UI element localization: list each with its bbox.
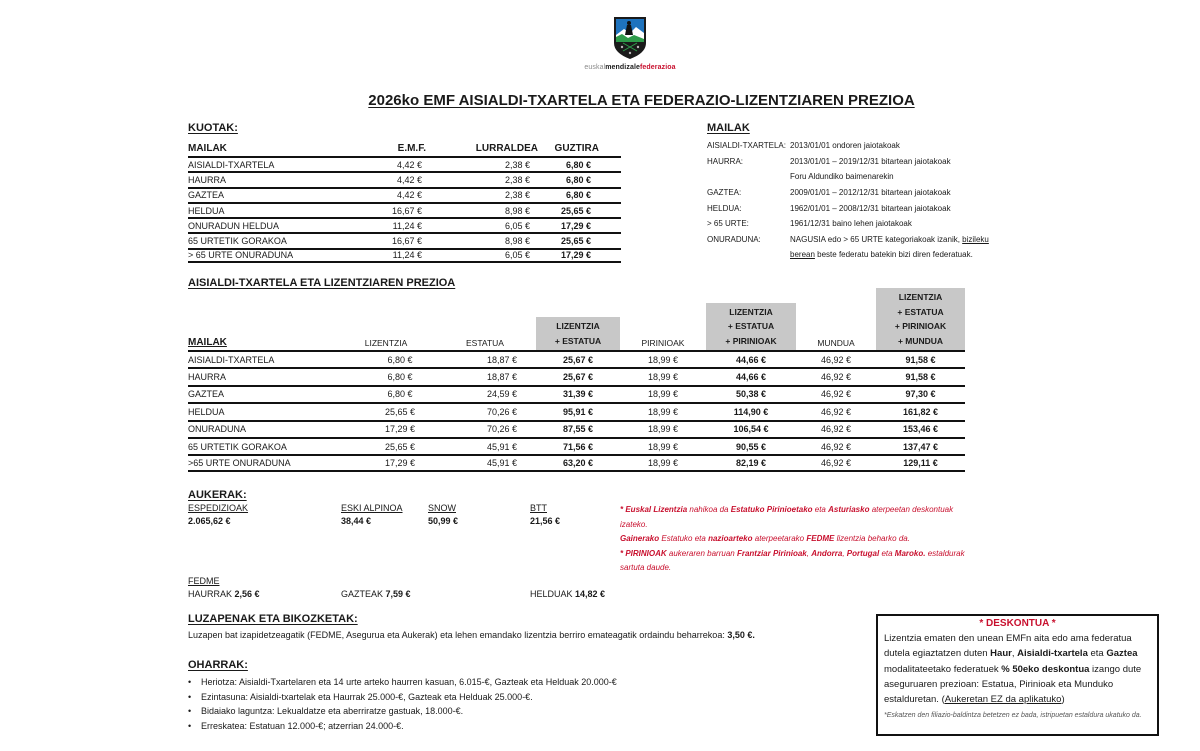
prices-cell: 137,47 € bbox=[902, 441, 939, 452]
aukera-snow: SNOW 50,99 € bbox=[428, 503, 459, 526]
oharrak-item: • Ezintasuna: Aisialdi-txartelak eta Haurrak 25.000-€, Gazteak eta Helduak 25.000-€. bbox=[188, 691, 533, 702]
prices-cell: 31,39 € bbox=[562, 389, 594, 400]
cell-lurraldea: 2,38 € bbox=[504, 190, 530, 201]
prices-heading: AISIALDI-TXARTELA ETA LIZENTZIAREN PREZIOA bbox=[188, 277, 456, 289]
prices-cell: 18,99 € bbox=[647, 424, 679, 435]
prices-cell: 71,56 € bbox=[562, 441, 594, 452]
def-value: 2013/01/01 ondoren jaiotakoak bbox=[790, 141, 900, 151]
prices-cell: GAZTEA bbox=[188, 389, 225, 400]
prices-cell: 50,38 € bbox=[735, 389, 767, 400]
deskontua-box bbox=[876, 614, 1159, 736]
cell-emf: 11,24 € bbox=[392, 220, 422, 231]
prices-cell: 114,90 € bbox=[733, 406, 769, 417]
cell-lurraldea: 8,98 € bbox=[504, 205, 530, 216]
prices-cell: 46,92 € bbox=[820, 354, 852, 365]
aukera-btt: BTT 21,56 € bbox=[530, 503, 561, 526]
deskontua-body: Lizentzia ematen den unean EMFn aita edo ama federatua dutela egiaztatzen duten Haur, Aisialdi-txartela eta Gaztea modalitateetako federatuek % 50eko deskontua izango dute aseguruaren prezioan: Estatua, Pirinioak eta Munduko estalduretan. (Aukeretan EZ da aplikatuko) bbox=[884, 633, 1142, 706]
kuotak-row bbox=[188, 187, 621, 202]
prices-table-body bbox=[188, 350, 965, 472]
note-gainerako: Gainerako Estatuko eta nazioarteko aterpeetarako FEDME lizentzia beharko da. bbox=[620, 534, 910, 543]
mailak-definitions bbox=[707, 122, 1047, 263]
def-value: berean beste federatu batekin bizi diren federatuak. bbox=[790, 250, 973, 260]
prices-cell: 153,46 € bbox=[902, 424, 939, 435]
luzapenak-text: Luzapen bat izapidetzeagatik (FEDME, Asegurua eta Aukerak) eta lehen emandako lizentzia berriro emateagatik ordaindu beharrekoa: 3,50 €. bbox=[188, 630, 755, 640]
cell-guztira: 25,65 € bbox=[560, 205, 591, 216]
deskontua-footnote: *Eskatzen den filiazio-baldintza betetzen ez bada, istripuetan estaldura ukatuko da. bbox=[884, 712, 1142, 720]
kuotak-row bbox=[188, 156, 621, 171]
prices-row bbox=[188, 385, 965, 402]
prices-cell: 18,99 € bbox=[647, 354, 679, 365]
cell-emf: 4,42 € bbox=[396, 190, 422, 201]
cell-guztira: 6,80 € bbox=[565, 190, 591, 201]
kuotak-row bbox=[188, 248, 621, 263]
aukerak-section bbox=[188, 489, 608, 526]
def-value: 2013/01/01 – 2019/12/31 bitartean jaiotakoak bbox=[790, 156, 951, 166]
col-mailak: MAILAK bbox=[188, 143, 227, 154]
prices-cell: 18,99 € bbox=[647, 406, 679, 417]
prices-cell: 18,99 € bbox=[647, 458, 679, 469]
prices-cell: 46,92 € bbox=[820, 406, 852, 417]
luzapenak-section bbox=[188, 613, 868, 640]
mailak-def-row bbox=[707, 232, 1047, 248]
mailak-def-row bbox=[707, 169, 1047, 185]
prices-cell: 6,80 € bbox=[387, 389, 413, 400]
prices-cell: 63,20 € bbox=[562, 458, 594, 469]
def-label: GAZTEA: bbox=[707, 188, 742, 198]
prices-row bbox=[188, 402, 965, 419]
fedme-helduak: HELDUAK 14,82 € bbox=[530, 589, 606, 599]
oharrak-item: • Erreskatea: Estatuan 12.000-€; atzerrian 24.000-€. bbox=[188, 720, 404, 731]
mailak-def-row bbox=[707, 200, 1047, 216]
prices-cell: 6,80 € bbox=[387, 354, 413, 365]
prices-col-header: LIZENTZIA + ESTATUA + PIRINIOAK + MUNDUA bbox=[876, 288, 965, 350]
prices-table bbox=[188, 293, 965, 472]
mailak-def-row bbox=[707, 247, 1047, 263]
page-title: 2026ko EMF AISIALDI-TXARTELA ETA FEDERAZIO-LIZENTZIAREN PREZIOA bbox=[368, 92, 915, 109]
cell-mailak: > 65 URTE ONURADUNA bbox=[188, 250, 294, 261]
prices-cell: HELDUA bbox=[188, 406, 225, 417]
cell-lurraldea: 8,98 € bbox=[504, 236, 530, 247]
prices-col-header: ESTATUA bbox=[466, 337, 504, 348]
prices-cell: 46,92 € bbox=[820, 389, 852, 400]
federation-logo bbox=[575, 15, 685, 77]
fedme-label: FEDME bbox=[188, 576, 220, 586]
oharrak-heading: OHARRAK: bbox=[188, 659, 248, 671]
oharrak-section bbox=[188, 659, 748, 733]
cell-lurraldea: 6,05 € bbox=[504, 220, 530, 231]
prices-cell: 70,26 € bbox=[486, 406, 518, 417]
prices-cell: 65 URTETIK GORAKOA bbox=[188, 441, 287, 452]
def-value: NAGUSIA edo > 65 URTE kategoriakoak izanik, bizileku bbox=[790, 234, 989, 244]
cell-guztira: 6,80 € bbox=[565, 174, 591, 185]
prices-cell: 106,54 € bbox=[733, 424, 769, 435]
prices-cell: 6,80 € bbox=[387, 372, 413, 383]
kuotak-table-header bbox=[188, 139, 621, 156]
cell-lurraldea: 2,38 € bbox=[504, 159, 530, 170]
note-euskal-lizentzia: * Euskal Lizentzia nahikoa da Estatuko Pirinioetako eta Asturiasko aterpeetan deskontuak izateko. bbox=[620, 505, 954, 529]
prices-cell: 91,58 € bbox=[905, 354, 936, 365]
col-guztira: GUZTIRA bbox=[554, 143, 599, 154]
prices-cell: 24,59 € bbox=[486, 389, 518, 400]
prices-cell: 18,99 € bbox=[647, 372, 679, 383]
cell-emf: 16,67 € bbox=[391, 236, 422, 247]
cell-lurraldea: 6,05 € bbox=[504, 250, 530, 261]
prices-col-header: MAILAK bbox=[188, 337, 227, 348]
cell-mailak: GAZTEA bbox=[188, 190, 225, 201]
mailak-def-row bbox=[707, 216, 1047, 232]
col-lurraldea: LURRALDEA bbox=[475, 143, 538, 154]
prices-cell: 46,92 € bbox=[820, 441, 852, 452]
prices-col-header: LIZENTZIA + ESTATUA bbox=[536, 317, 620, 350]
prices-cell: 46,92 € bbox=[820, 372, 852, 383]
def-value: 1962/01/01 – 2008/12/31 bitartean jaiotakoak bbox=[790, 203, 951, 213]
prices-cell: 25,65 € bbox=[384, 406, 416, 417]
def-label: HELDUA: bbox=[707, 203, 742, 213]
prices-cell: 129,11 € bbox=[903, 458, 938, 469]
def-label: AISIALDI-TXARTELA: bbox=[707, 141, 786, 151]
prices-cell: 70,26 € bbox=[486, 424, 518, 435]
prices-row bbox=[188, 420, 965, 437]
def-label: HAURRA: bbox=[707, 156, 744, 166]
mailak-def-row bbox=[707, 154, 1047, 170]
oharrak-item: • Bidaiako laguntza: Lekualdatze eta aberriratze gastuak, 18.000-€. bbox=[188, 706, 464, 717]
red-notes bbox=[620, 503, 980, 576]
prices-col-header: LIZENTZIA + ESTATUA + PIRINIOAK bbox=[706, 303, 796, 351]
prices-cell: HAURRA bbox=[188, 372, 227, 383]
kuotak-row bbox=[188, 202, 621, 217]
mailak-heading: MAILAK bbox=[707, 122, 750, 134]
prices-row bbox=[188, 454, 965, 471]
kuotak-row bbox=[188, 217, 621, 232]
cell-guztira: 17,29 € bbox=[560, 220, 591, 231]
prices-cell: ONURADUNA bbox=[188, 424, 247, 435]
def-value: Foru Aldundiko baimenarekin bbox=[790, 172, 894, 182]
def-label: ONURADUNA: bbox=[707, 234, 761, 244]
aukerak-heading: AUKERAK: bbox=[188, 489, 247, 501]
kuotak-heading: KUOTAK: bbox=[188, 122, 238, 134]
kuotak-table-body bbox=[188, 156, 621, 263]
prices-table-header bbox=[188, 293, 965, 350]
prices-cell: 161,82 € bbox=[902, 406, 939, 417]
prices-cell: 17,29 € bbox=[384, 424, 416, 435]
prices-col-header: PIRINIOAK bbox=[641, 337, 685, 348]
col-emf: E.M.F. bbox=[397, 143, 426, 154]
note-pirinioak: * PIRINIOAK aukeraren barruan Frantziar Pirinioak, Andorra, Portugal eta Maroko. estaldurak sartuta daude. bbox=[620, 548, 965, 572]
prices-cell: 46,92 € bbox=[820, 424, 852, 435]
prices-cell: 25,65 € bbox=[384, 441, 416, 452]
prices-row bbox=[188, 367, 965, 384]
prices-cell: 18,99 € bbox=[647, 441, 679, 452]
prices-cell: 18,87 € bbox=[486, 372, 518, 383]
kuotak-section bbox=[188, 122, 621, 263]
kuotak-row bbox=[188, 232, 621, 247]
fedme-section bbox=[188, 576, 628, 599]
bullet-icon: • bbox=[188, 677, 192, 688]
cell-emf: 11,24 € bbox=[392, 250, 422, 261]
prices-cell: 44,66 € bbox=[735, 354, 767, 365]
cell-guztira: 17,29 € bbox=[560, 250, 591, 261]
prices-cell: 87,55 € bbox=[562, 424, 594, 435]
cell-mailak: HAURRA bbox=[188, 174, 227, 185]
prices-cell: 18,87 € bbox=[486, 354, 518, 365]
cell-mailak: ONURADUN HELDUA bbox=[188, 220, 280, 231]
prices-cell: 18,99 € bbox=[647, 389, 679, 400]
prices-cell: 97,30 € bbox=[905, 389, 936, 400]
prices-cell: 46,92 € bbox=[820, 458, 852, 469]
prices-cell: 25,67 € bbox=[562, 354, 594, 365]
mailak-def-row bbox=[707, 138, 1047, 154]
prices-cell: 44,66 € bbox=[735, 372, 767, 383]
def-label: > 65 URTE: bbox=[707, 219, 749, 229]
prices-cell: 95,91 € bbox=[562, 406, 594, 417]
mailak-def-row bbox=[707, 185, 1047, 201]
prices-cell: >65 URTE ONURADUNA bbox=[188, 458, 291, 469]
aukera-eski-alpinoa: ESKI ALPINOA 38,44 € bbox=[341, 503, 403, 526]
mountaineer-shield-icon bbox=[612, 15, 648, 61]
prices-cell: 25,67 € bbox=[562, 372, 594, 383]
cell-guztira: 25,65 € bbox=[560, 236, 591, 247]
prices-cell: 90,55 € bbox=[735, 441, 767, 452]
fedme-gazteak: GAZTEAK 7,59 € bbox=[341, 589, 411, 599]
cell-mailak: AISIALDI-TXARTELA bbox=[188, 159, 275, 170]
bullet-icon: • bbox=[188, 706, 192, 717]
prices-cell: 91,58 € bbox=[905, 372, 936, 383]
prices-col-header: LIZENTZIA bbox=[364, 337, 408, 348]
prices-cell: 17,29 € bbox=[384, 458, 416, 469]
cell-guztira: 6,80 € bbox=[565, 159, 591, 170]
kuotak-row bbox=[188, 171, 621, 186]
fedme-haurrak: HAURRAK 2,56 € bbox=[188, 589, 260, 599]
cell-mailak: 65 URTETIK GORAKOA bbox=[188, 236, 287, 247]
aukera-espedizioak: ESPEDIZIOAK 2.065,62 € bbox=[188, 503, 249, 526]
prices-cell: 45,91 € bbox=[486, 458, 518, 469]
prices-row bbox=[188, 437, 965, 454]
luzapenak-heading: LUZAPENAK ETA BIKOZKETAK: bbox=[188, 613, 358, 625]
oharrak-item: • Heriotza: Aisialdi-Txartelaren eta 14 urte arteko haurren kasuan, 6.015-€, Gazteak eta Helduak 20.000-€ bbox=[188, 677, 617, 688]
prices-row bbox=[188, 350, 965, 367]
bullet-icon: • bbox=[188, 691, 192, 702]
prices-col-header: MUNDUA bbox=[817, 337, 855, 348]
cell-emf: 4,42 € bbox=[396, 174, 422, 185]
oharrak-list bbox=[188, 675, 748, 733]
prices-cell: 45,91 € bbox=[486, 441, 518, 452]
bullet-icon: • bbox=[188, 720, 192, 731]
deskontua-title: * DESKONTUA * bbox=[979, 618, 1056, 629]
cell-emf: 4,42 € bbox=[396, 159, 422, 170]
logo-wordmark: euskalmendizalefederazioa bbox=[584, 64, 676, 71]
def-value: 1961/12/31 baino lehen jaiotakoak bbox=[790, 219, 912, 229]
prices-cell: AISIALDI-TXARTELA bbox=[188, 354, 275, 365]
cell-emf: 16,67 € bbox=[391, 205, 422, 216]
prices-cell: 82,19 € bbox=[735, 458, 767, 469]
cell-mailak: HELDUA bbox=[188, 205, 225, 216]
def-value: 2009/01/01 – 2012/12/31 bitartean jaiotakoak bbox=[790, 188, 951, 198]
cell-lurraldea: 2,38 € bbox=[504, 174, 530, 185]
